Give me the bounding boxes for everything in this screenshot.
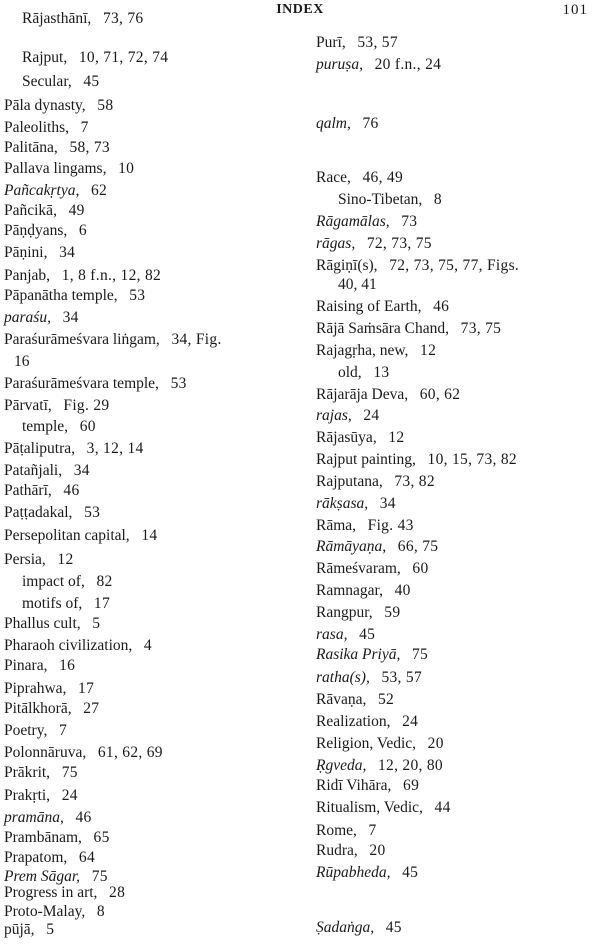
- index-page-refs: 7: [80, 119, 89, 136]
- index-page-refs: 7: [368, 822, 377, 839]
- index-entry: [4, 481, 80, 501]
- index-term: Rāvaṇa,: [316, 691, 367, 708]
- index-entry: [316, 645, 428, 665]
- index-term: rajas,: [316, 407, 352, 424]
- index-entry: [4, 308, 79, 328]
- index-term: motifs of,: [22, 595, 83, 612]
- index-page-refs: 34: [59, 244, 76, 261]
- index-page-refs: 58: [97, 97, 114, 114]
- index-term: Prākrit,: [4, 764, 51, 781]
- index-entry: [316, 798, 451, 818]
- index-term: pramāna,: [4, 809, 64, 826]
- index-term: Poetry,: [4, 722, 48, 739]
- index-entry: [316, 559, 429, 579]
- index-term: Pallava lingams,: [4, 160, 107, 177]
- index-page-refs: 44: [434, 799, 451, 816]
- index-page-refs: 17: [78, 680, 95, 697]
- index-term: Religion, Vedic,: [316, 735, 417, 752]
- index-entry: [4, 118, 89, 138]
- index-term: ratha(s),: [316, 669, 370, 686]
- index-page-refs: 46: [433, 298, 450, 315]
- page-number: 101: [562, 2, 588, 18]
- index-term: old,: [338, 364, 362, 381]
- index-page-refs: 28: [109, 884, 126, 901]
- index-page-refs: 12, 20, 80: [377, 757, 443, 774]
- page-header-title: INDEX: [276, 2, 324, 17]
- index-term: Rangpur,: [316, 604, 373, 621]
- index-page-refs: 46: [75, 809, 92, 826]
- index-term: rāgas,: [316, 235, 356, 252]
- index-term: puruṣa,: [316, 56, 363, 73]
- index-entry: [4, 920, 54, 940]
- index-term: Rāgamālas,: [316, 213, 390, 230]
- index-entry: [4, 221, 87, 241]
- index-page-refs: 73: [401, 213, 418, 230]
- index-page-refs: 10: [118, 160, 135, 177]
- index-entry: [4, 503, 100, 523]
- index-term: Prakṛti,: [4, 787, 51, 804]
- index-term: Patañjali,: [4, 462, 63, 479]
- index-term: Ṣadaṅga,: [316, 919, 375, 936]
- index-entry: [4, 656, 75, 676]
- index-page-refs: 75: [91, 868, 108, 885]
- index-term: rākṣasa,: [316, 495, 369, 512]
- index-entry: [316, 516, 414, 536]
- index-entry: [4, 181, 107, 201]
- index-page-refs: 10, 71, 72, 74: [78, 49, 169, 66]
- index-page-refs: 62: [90, 182, 108, 199]
- index-term: rasa,: [316, 626, 348, 643]
- index-term: Persepolitan capital,: [4, 527, 130, 544]
- index-page-refs: 59: [384, 604, 401, 621]
- index-page-refs: 1, 8 f.n., 12, 82: [61, 267, 162, 284]
- index-entry: [4, 330, 222, 350]
- index-page-refs: 8: [433, 191, 442, 208]
- index-page-refs: 53: [84, 504, 101, 521]
- index-page-refs: 16: [59, 657, 76, 674]
- index-page-refs: 5: [92, 615, 101, 632]
- index-entry: [4, 721, 67, 741]
- index-entry: [22, 48, 168, 68]
- index-entry: [316, 668, 422, 688]
- index-entry: [4, 96, 113, 116]
- index-entry: [4, 266, 161, 286]
- index-entry: [4, 201, 85, 221]
- index-page-refs: 27: [83, 700, 100, 717]
- index-term: Sino-Tibetan,: [338, 191, 423, 208]
- index-entry: [4, 461, 90, 481]
- index-term: Polonnāruva,: [4, 744, 87, 761]
- index-term: 16: [14, 353, 30, 370]
- index-term: Pāṭaliputra,: [4, 440, 76, 457]
- index-entry: [316, 712, 418, 732]
- index-page-refs: 12: [420, 342, 437, 359]
- index-term: Rudra,: [316, 842, 358, 859]
- index-entry: [4, 243, 75, 263]
- index-page-refs: 72, 73, 75: [366, 235, 432, 252]
- index-entry: [4, 743, 163, 763]
- index-term: Rūpabheda,: [316, 864, 391, 881]
- index-page-refs: 66, 75: [397, 538, 439, 555]
- index-page-refs: 8: [96, 903, 105, 920]
- index-page-refs: 60: [412, 560, 429, 577]
- index-term: pūjā,: [4, 921, 35, 938]
- index-term: Pārvatī,: [4, 397, 52, 414]
- index-page-refs: 6: [78, 222, 87, 239]
- index-term: Rāmāyaṇa,: [316, 538, 387, 555]
- index-page-refs: 72, 73, 75, 77, Figs.: [389, 257, 520, 274]
- index-page-refs: 65: [93, 829, 110, 846]
- index-page-refs: 7: [58, 722, 68, 739]
- index-entry: [316, 33, 398, 53]
- index-page-refs: 75: [61, 764, 78, 781]
- index-term: Pharaoh civilization,: [4, 637, 133, 654]
- index-term: Pinara,: [4, 657, 48, 674]
- index-entry: [14, 352, 30, 372]
- index-page-refs: 12: [388, 429, 405, 446]
- index-term: Pitālkhorā,: [4, 700, 72, 717]
- index-term: Rajagṛha, new,: [316, 342, 409, 359]
- index-page-refs: 73, 75: [460, 320, 502, 337]
- index-term: Paṭṭadakal,: [4, 504, 73, 521]
- index-entry: [316, 297, 449, 317]
- index-page-refs: 20: [427, 735, 444, 752]
- index-term: Palitāna,: [4, 139, 58, 156]
- index-page-refs: 34, Fig.: [171, 331, 222, 348]
- index-entry: [316, 776, 419, 796]
- index-term: Rome,: [316, 822, 357, 839]
- index-page-refs: 73, 82: [394, 473, 435, 490]
- index-page-refs: 45: [359, 626, 376, 643]
- index-entry: [4, 636, 152, 656]
- index-page-refs: 34: [62, 309, 79, 326]
- index-term: 40, 41: [338, 276, 377, 293]
- index-entry: [4, 808, 92, 828]
- index-term: Progress in art,: [4, 884, 98, 901]
- index-page-refs: 5: [46, 921, 55, 938]
- index-term: Raising of Earth,: [316, 298, 422, 315]
- index-term: Race,: [316, 169, 351, 186]
- index-page-refs: 45: [385, 919, 402, 936]
- index-page-refs: 14: [141, 527, 158, 544]
- index-term: Phallus cult,: [4, 615, 81, 632]
- index-entry: [316, 494, 396, 514]
- index-entry: [4, 526, 157, 546]
- index-entry: [316, 841, 386, 861]
- index-term: Panjab,: [4, 267, 51, 284]
- index-page-refs: 52: [377, 691, 395, 708]
- index-term: Pañcakṛtya,: [4, 182, 80, 199]
- index-entry: [316, 472, 435, 492]
- index-entry: [4, 396, 109, 416]
- index-term: Pāṇḍyans,: [4, 222, 68, 239]
- index-page-refs: 24: [61, 787, 78, 804]
- index-page-refs: 64: [78, 849, 96, 866]
- index-term: Rasika Priyā,: [316, 646, 401, 663]
- index-page-refs: 4: [143, 637, 152, 654]
- index-entry: [4, 159, 134, 179]
- index-entry: [4, 848, 95, 868]
- index-term: Ṛgveda,: [316, 757, 367, 774]
- index-entry: [316, 234, 432, 254]
- index-entry: [4, 439, 144, 459]
- index-term: Rajputana,: [316, 473, 383, 490]
- index-entry: [22, 572, 113, 592]
- index-page-refs: 82: [96, 573, 113, 590]
- index-term: Prem Sāgar,: [4, 868, 81, 885]
- index-term: Paraśurāmeśvara liṅgam,: [4, 331, 160, 348]
- index-page-refs: 20: [369, 842, 386, 859]
- index-entry: [316, 603, 400, 623]
- index-page-refs: 45: [402, 864, 419, 881]
- index-term: Rājā Saṁsāra Chand,: [316, 320, 450, 337]
- index-entry: [316, 450, 517, 470]
- index-entry: [316, 690, 394, 710]
- index-entry: [4, 699, 99, 719]
- index-entry: [316, 319, 501, 339]
- index-entry: [316, 537, 438, 557]
- index-page-refs: 40: [394, 582, 411, 599]
- index-page-refs: 61, 62, 69: [97, 744, 163, 761]
- index-page-refs: 46: [63, 482, 80, 499]
- index-page-refs: 53, 57: [381, 669, 423, 686]
- index-term: Persia,: [4, 551, 46, 568]
- index-entry: [4, 550, 74, 570]
- index-term: Rāma,: [316, 517, 357, 534]
- index-entry: [4, 902, 105, 922]
- index-term: Purī,: [316, 34, 346, 51]
- index-term: Secular,: [22, 73, 72, 90]
- index-entry: [4, 786, 78, 806]
- index-page-refs: 73, 76: [102, 10, 144, 27]
- index-page-refs: 53, 57: [357, 34, 398, 51]
- index-entry: [4, 763, 78, 783]
- index-page-refs: 17: [93, 595, 111, 612]
- index-page-refs: 49: [68, 202, 85, 219]
- index-term: Realization,: [316, 713, 391, 730]
- index-entry: [338, 363, 389, 383]
- index-page-refs: 13: [373, 364, 390, 381]
- index-entry: [316, 734, 444, 754]
- index-entry: [316, 341, 436, 361]
- index-term: Prapatom,: [4, 849, 68, 866]
- index-term: Prambānam,: [4, 829, 82, 846]
- index-page-refs: 20 f.n., 24: [374, 56, 442, 73]
- index-term: Rajput,: [22, 49, 68, 66]
- index-entry: [4, 138, 110, 158]
- index-entry: [316, 821, 377, 841]
- index-page-refs: 58, 73: [69, 139, 110, 156]
- index-entry: [316, 114, 379, 134]
- index-entry: [316, 168, 403, 188]
- index-term: Ritualism, Vedic,: [316, 799, 423, 816]
- index-entry: [22, 9, 144, 29]
- index-entry: [22, 594, 110, 614]
- index-page-refs: 53: [129, 287, 146, 304]
- index-term: Pathārī,: [4, 482, 52, 499]
- index-term: Rājasūya,: [316, 429, 377, 446]
- index-page-refs: 76: [362, 115, 379, 132]
- index-page-refs: 34: [73, 462, 90, 479]
- index-term: Rāgiṇī(s),: [316, 257, 378, 274]
- index-entry: [22, 72, 99, 92]
- index-entry: [316, 625, 375, 645]
- index-page-refs: 24: [363, 407, 380, 424]
- index-page-refs: 45: [83, 73, 100, 90]
- index-entry: [338, 190, 442, 210]
- index-term: Piprahwa,: [4, 680, 67, 697]
- index-term: Rajput painting,: [316, 451, 416, 468]
- index-entry: [316, 406, 379, 426]
- index-entry: [4, 828, 110, 848]
- index-term: Ramnagar,: [316, 582, 383, 599]
- index-page-refs: Fig. 43: [367, 517, 414, 534]
- index-term: Pāpanātha temple,: [4, 287, 118, 304]
- index-page-refs: 75: [412, 646, 429, 663]
- index-term: paraśu,: [4, 309, 51, 326]
- index-entry: [316, 918, 402, 938]
- index-page-refs: 53: [170, 375, 187, 392]
- index-entry: [316, 863, 418, 883]
- index-entry: [316, 428, 404, 448]
- index-entry: [316, 55, 441, 75]
- index-page-refs: 34: [379, 495, 396, 512]
- index-term: Rāmeśvaram,: [316, 560, 401, 577]
- index-page-refs: Fig. 29: [63, 397, 110, 414]
- index-term: Rājarāja Deva,: [316, 386, 409, 403]
- index-term: Proto-Malay,: [4, 903, 86, 920]
- index-term: Pañcikā,: [4, 202, 57, 219]
- index-entry: [316, 581, 411, 601]
- index-term: temple,: [22, 418, 69, 435]
- index-term: Pāla dynasty,: [4, 97, 86, 114]
- index-page-refs: 12: [57, 551, 74, 568]
- index-page-refs: 24: [402, 713, 419, 730]
- index-page-refs: 69: [403, 777, 420, 794]
- index-entry: [316, 756, 443, 776]
- index-page-refs: 10, 15, 73, 82: [427, 451, 517, 468]
- index-term: impact of,: [22, 573, 85, 590]
- index-entry: [338, 275, 377, 295]
- index-page-refs: 60, 62: [419, 386, 461, 403]
- index-term: Paraśurāmeśvara temple,: [4, 375, 159, 392]
- index-page-refs: 60: [79, 418, 96, 435]
- index-entry: [316, 256, 519, 276]
- index-entry: [4, 679, 94, 699]
- index-entry: [22, 417, 96, 437]
- index-entry: [316, 212, 417, 232]
- index-term: Ridī Vihāra,: [316, 777, 392, 794]
- index-entry: [316, 385, 460, 405]
- index-entry: [4, 374, 187, 394]
- index-entry: [4, 614, 100, 634]
- index-term: qalm,: [316, 115, 351, 132]
- index-term: Rājasthānī,: [22, 10, 92, 27]
- index-term: Paleoliths,: [4, 119, 70, 136]
- index-page-refs: 3, 12, 14: [86, 440, 144, 457]
- index-entry: [4, 883, 125, 903]
- index-entry: [4, 286, 145, 306]
- index-term: Pāṇini,: [4, 244, 48, 261]
- index-page-refs: 46, 49: [362, 169, 404, 186]
